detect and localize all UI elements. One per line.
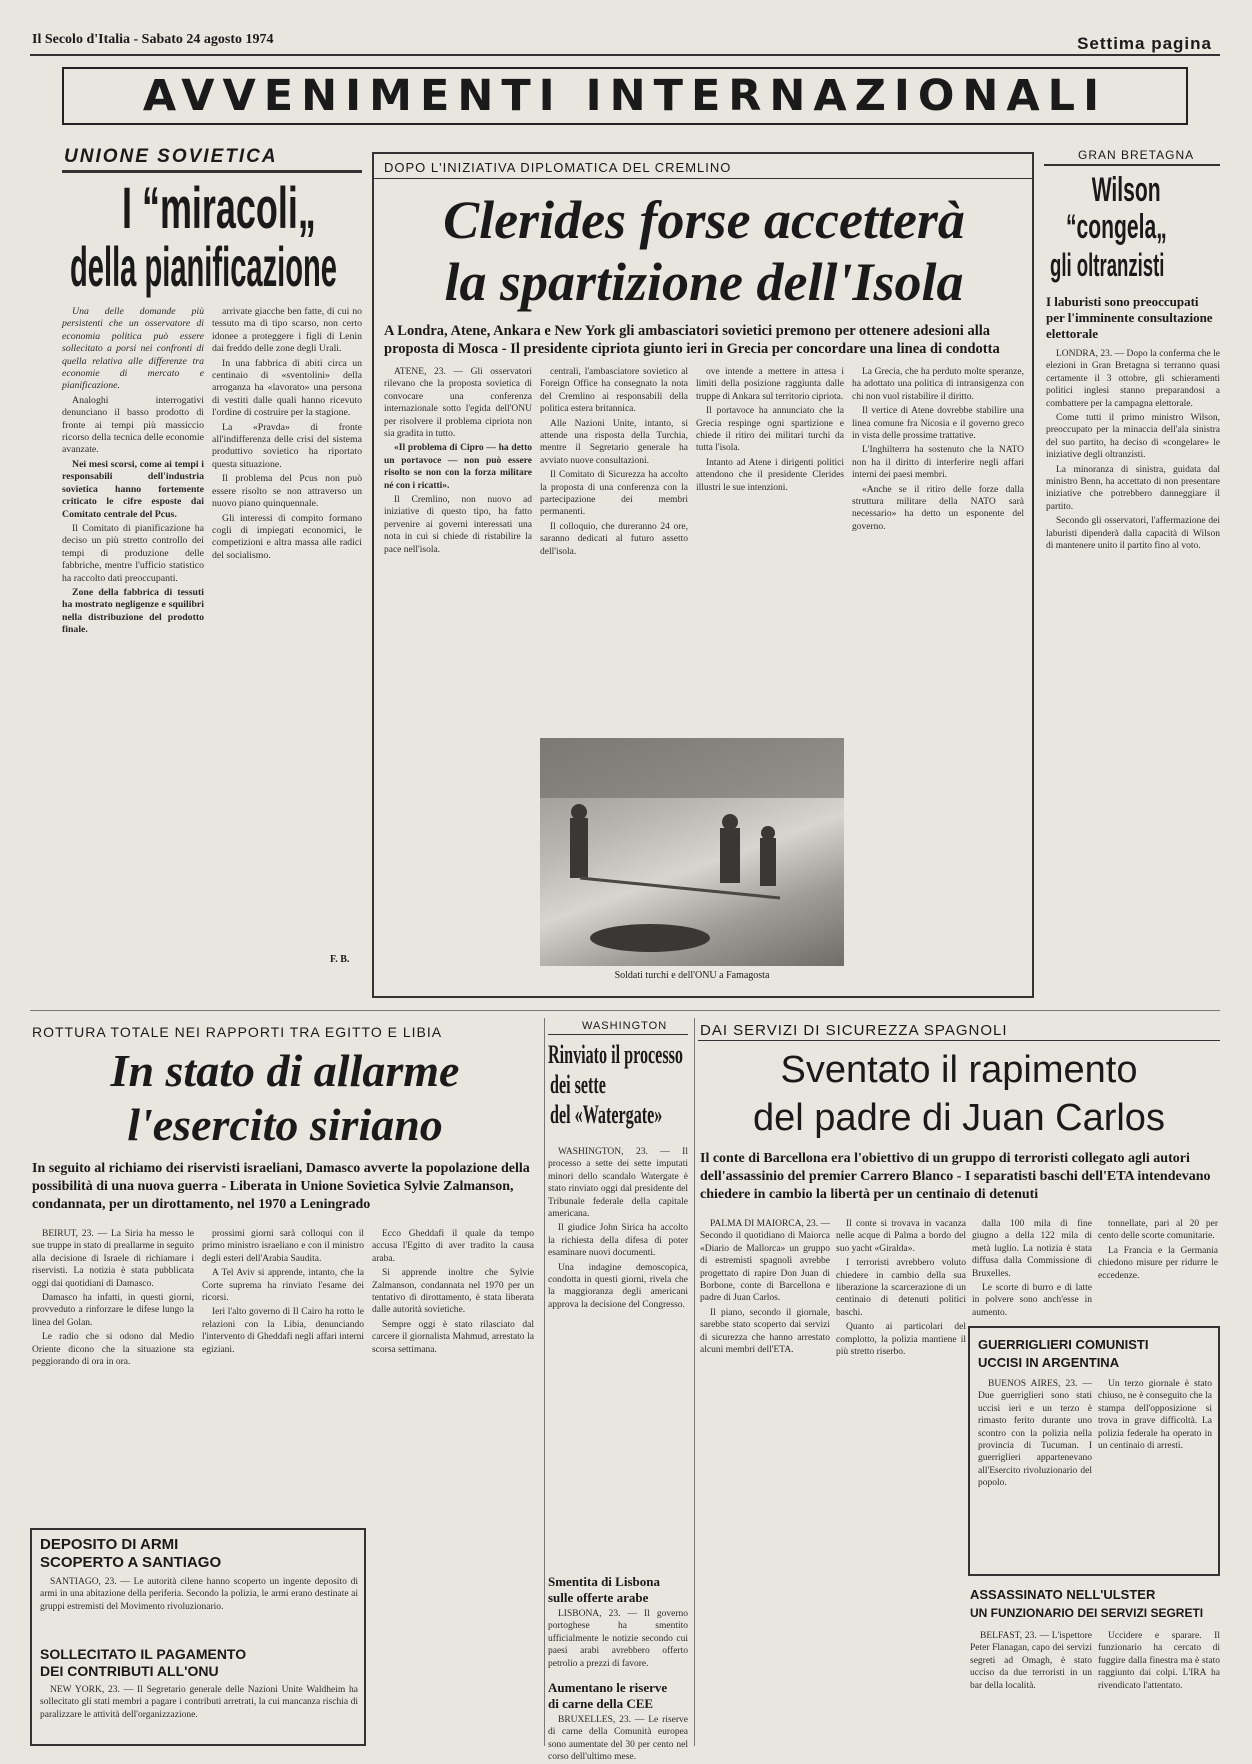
paragraph: Uccidere e sparare. Il funzionario ha cercato di fuggire dalla finestra ma è stato raggiunto dai colpi. L'IRA ha rivendicato l'attentato. (1098, 1631, 1220, 1691)
paragraph: Quanto ai particolari del complotto, la polizia mantiene il più stretto riserbo. (836, 1322, 966, 1358)
soviet-title-line1: I “miracoli„ (122, 176, 316, 241)
onu-title-line1: SOLLECITATO IL PAGAMENTO (40, 1646, 247, 1662)
cee-body (548, 1714, 688, 1763)
paragraph: centrali, l'ambasciatore sovietico al Foreign Office ha consegnato la nota del Cremlino ai responsabili della politica estera britannica. (540, 367, 688, 415)
soviet-rule (62, 170, 362, 173)
deposito-title-line1: DEPOSITO DI ARMI (40, 1536, 179, 1553)
lisbona-title (548, 1574, 688, 1606)
egypt-title-line1: In stato di allarme (110, 1045, 460, 1096)
egypt-subtitle: In seguito al richiamo dei riservisti israeliani, Damasco avverte la popolazione della possibilità di una nuova guerra - Liberata in Unione Sovietica Sylvie Zalmanson, condannata, per un dirottamento, nel 1970 a Leningrado (32, 1161, 530, 1212)
paragraph: ove intende a mettere in attesa i limiti della posizione raggiunta dalle truppe di Ankara sul territorio cipriota. (696, 367, 844, 402)
britain-headline (1044, 172, 1220, 292)
britain-title-line1: Wilson (1091, 171, 1161, 209)
cyprus-title-line2: la spartizione dell'Isola (444, 252, 964, 312)
banner-title: AVVENIMENTI INTERNAZIONALI (142, 71, 1108, 121)
paragraph: BEIRUT, 23. — La Siria ha messo le sue truppe in stato di preallarme in seguito alla decisione di Israele di richiamare i riservisti. La notizia è stata pubblicata oggi dai quotidiani di Damasco. (32, 1229, 194, 1289)
argentina-column-1 (978, 1378, 1092, 1568)
watergate-headline (548, 1040, 688, 1144)
paragraph: Una indagine demoscopica, condotta in questi giorni, rivela che la maggioranza degli americani approva la decisione del Congresso. (548, 1262, 688, 1310)
paragraph: BUENOS AIRES, 23. — Due guerriglieri sono stati uccisi ieri e un terzo è rimasto ferito durante uno scontro con la polizia nella provincia di Tucuman. I guerriglieri appartenevano all'Esercito rivoluzionario del popolo. (978, 1379, 1092, 1489)
paragraph: dalla 100 mila di fine giugno a della 122 mila di metà luglio. La notizia è stata diffusa dalla Commissione di Bruxelles. (972, 1219, 1092, 1279)
lisbona-title-line1: Smentita di Lisbona (548, 1574, 660, 1589)
paragraph: LISBONA, 23. — Il governo portoghese ha smentito ufficialmente le notizie secondo cui paesi arabi avrebbero offerto petrolio a prezzi di favore. (548, 1609, 688, 1669)
paragraph: L'Inghilterra ha sostenuto che la NATO non ha il diritto di interferire negli affari interni dei paesi membri. (852, 445, 1024, 481)
watergate-kicker: WASHINGTON (582, 1020, 668, 1032)
britain-title-line2: “congela„ (1066, 208, 1167, 246)
cyprus-subtitle: A Londra, Atene, Ankara e New York gli ambasciatori sovietici premono per ottenere adesioni alla proposta di Mosca - Il presidente cipriota giunto ieri in Grecia per concordare una linea di condotta (384, 323, 1000, 357)
watergate-body (548, 1146, 688, 1566)
paragraph: La Grecia, che ha perduto molte speranze, ha adottato una politica di intransigenza con chi non vuol ristabilire il diritto. (852, 367, 1024, 402)
paragraph: Le scorte di burro e di latte in polvere sono anch'esse in aumento. (972, 1283, 1092, 1318)
paragraph: SANTIAGO, 23. — Le autorità cilene hanno scoperto un ingente deposito di armi in una abitazione della periferia. Secondo la polizia, le armi erano destinate ai gruppi estremisti del Movimento rivoluzionario. (40, 1577, 358, 1612)
paragraph: tonnellate, pari al 20 per cento delle scorte comunitarie. (1098, 1219, 1218, 1242)
paragraph: Il Cremlino, non nuovo ad iniziative di questo tipo, ha fatto pervenire ai governi interessati una nota in cui si chiede di ristabilire la pace nell'isola. (384, 495, 532, 555)
spain-kicker: DAI SERVIZI DI SICUREZZA SPAGNOLI (700, 1022, 1008, 1039)
paragraph: BELFAST, 23. — L'ispettore Peter Flanagan, capo dei servizi segreti ad Omagh, è stato ucciso da due terroristi in un bar della località. (970, 1631, 1092, 1691)
paragraph: «Il problema di Cipro — ha detto un portavoce — non può essere risolto se non con la forza militare né con i ricatti». (384, 443, 532, 491)
soviet-column-1 (62, 306, 204, 988)
paragraph: A Tel Aviv si apprende, intanto, che la Corte suprema ha rinviato l'esame dei ricorsi. (202, 1268, 364, 1304)
paragraph: Il colloquio, che dureranno 24 ore, saranno dedicati al futuro assetto dell'isola. (540, 521, 688, 557)
cyprus-kicker-rule (374, 178, 1032, 179)
britain-rule (1044, 164, 1220, 166)
spain-title-line1: Sventato il rapimento (780, 1049, 1138, 1091)
paragraph: Le radio che si odono dal Medio Oriente dicono che la situazione sta peggiorando di ora in ora. (32, 1332, 194, 1368)
paragraph: arrivate giacche ben fatte, di cui no tessuto ma di tipo scarso, non certo idonee a proteggere i figli di Lenin dai freddo delle zone degli Urali. (212, 306, 362, 355)
britain-section-label: GRAN BRETAGNA (1078, 148, 1195, 162)
spain-rule (698, 1040, 1220, 1041)
cee-title-line2: di carne della CEE (548, 1696, 654, 1711)
paragraph: Una delle domande più persistenti che un osservatore di economia politica può essere sollecitato a porsi nei confronti di quella relativa alle differenze tra economie di mercato e pianificazione. (62, 306, 204, 392)
spain-title-line2: del padre di Juan Carlos (753, 1097, 1165, 1139)
watergate-rule (548, 1034, 688, 1035)
spain-column-3 (972, 1218, 1092, 1318)
ulster-column-2 (1098, 1630, 1220, 1746)
paragraph: ATENE, 23. — Gli osservatori rilevano che la proposta sovietica di convocare una conferenza internazionale sotto l'egida dell'ONU per risolvere il problema cipriota non sia gradita in tutto. (384, 367, 532, 440)
paragraph: Ecco Gheddafi il quale da tempo accusa l'Egitto di aver tradito la causa araba. (372, 1229, 534, 1264)
section-banner (62, 67, 1188, 125)
paragraph: Alle Nazioni Unite, intanto, si attende una risposta della Turchia, mentre il Segretario generale ha avviato nuove consultazioni. (540, 418, 688, 466)
deposito-title-line2: SCOPERTO A SANTIAGO (40, 1554, 222, 1571)
paragraph: I terroristi avrebbero voluto chiedere in cambio della sua liberazione la scarcerazione di un centinaio di detenuti politici baschi. (836, 1258, 966, 1318)
egypt-column-1 (32, 1228, 194, 1518)
cyprus-title-line1: Clerides forse accetterà (443, 190, 965, 250)
paragraph: Analoghi interrogativi denunciano il basso prodotto di fronte ai tempi più massiccio ricorso della tecnica delle economie avanzate. (62, 394, 204, 456)
paragraph: Sempre oggi è stato rilasciato dal carcere il giornalista Mahmud, arrestato la scorsa settimana. (372, 1319, 534, 1355)
ulster-title (970, 1586, 1220, 1622)
paragraph: BRUXELLES, 23. — Le riserve di carne della Comunità europea sono aumentate del 30 per cento nel corso dell'ultimo mese. (548, 1715, 688, 1763)
paragraph: Il giudice John Sirica ha accolto la richiesta della difesa di poter esaminare nuovi documenti. (548, 1223, 688, 1259)
paragraph: Ieri l'alto governo di Il Cairo ha rotto le relazioni con la Libia, denunciando l'intervento di Gheddafi negli affari interni egiziani. (202, 1307, 364, 1355)
egypt-kicker: ROTTURA TOTALE NEI RAPPORTI TRA EGITTO E LIBIA (32, 1024, 443, 1040)
paragraph: NEW YORK, 23. — Il Segretario generale delle Nazioni Unite Waldheim ha sollecitato gli stati membri a pagare i contributi arretrati, la cui mancanza rischia di paralizzare le attività dell'organizzazione. (40, 1685, 358, 1720)
paragraph: «Anche se il ritiro delle forze dalla struttura militare della NATO sarà necessario» ha detto un esponente del governo. (852, 484, 1024, 532)
paragraph: Zone della fabbrica di tessuti ha mostrato negligenze e squilibri nella distribuzione del prodotto finale. (62, 586, 204, 636)
spain-column-1 (700, 1218, 830, 1746)
paragraph: La minoranza di sinistra, guidata dal ministro Benn, ha accettato di non presentare iniziative che potrebbero danneggiare il partito. (1046, 464, 1220, 512)
paragraph: Damasco ha infatti, in questi giorni, provveduto a rinforzare le difese lungo la linea del Golan. (32, 1293, 194, 1328)
paragraph: Secondo gli osservatori, l'affermazione dei laburisti dipenderà dalla capacità di Wilson di mantenere unito il partito fino al voto. (1046, 516, 1220, 552)
deposito-body (40, 1576, 358, 1638)
cyprus-column-3 (696, 366, 844, 726)
argentina-title (978, 1336, 1214, 1372)
masthead-rule (30, 54, 1220, 56)
britain-body (1046, 348, 1220, 986)
soviet-column-2 (212, 306, 362, 946)
paragraph: Il piano, secondo il giornale, sarebbe stato scoperto dai servizi di sicurezza che hanno arrestato alcuni membri dell'ETA. (700, 1307, 830, 1356)
soldiers-illustration (540, 738, 844, 966)
masthead-date: Il Secolo d'Italia - Sabato 24 agosto 1974 (32, 32, 274, 47)
argentina-column-2 (1098, 1378, 1212, 1568)
soviet-signature: F. B. (330, 954, 350, 965)
spain-column-4 (1098, 1218, 1218, 1318)
paragraph: Gli interessi di compito formano cogli di impiegati economici, le competizioni e altra massa alle radici del socialismo. (212, 512, 362, 561)
argentina-title-line1: GUERRIGLIERI COMUNISTI (978, 1337, 1149, 1352)
cyprus-column-4 (852, 366, 1024, 986)
soviet-title-line2: della pianificazione (70, 235, 338, 298)
cyprus-photo-caption: Soldati turchi e dell'ONU a Famagosta (614, 970, 770, 981)
paragraph: PALMA DI MAIORCA, 23. — Secondo il quotidiano di Maiorca «Diario de Mallorca» un gruppo di estremisti spagnoli avrebbe progettato di rapire Don Juan di Borbone, conte di Barcellona e padre di Juan Carlos. (700, 1219, 830, 1304)
paragraph: La «Pravda» di fronte all'indifferenza delle crisi del sistema produttivo sovietico ha riportato questa situazione. (212, 421, 362, 470)
page-divider (30, 1010, 1220, 1011)
soviet-headline (62, 176, 362, 300)
paragraph: Il portavoce ha annunciato che la Grecia respinge ogni spartizione e chiede il ritiro dei militari turchi da tutta l'isola. (696, 406, 844, 454)
paragraph: Si apprende inoltre che Sylvie Zalmanson, condannata nel 1970 per un tentativo di dirottamento, è stata liberata dalle autorità sovietiche. (372, 1268, 534, 1316)
argentina-title-line2: UCCISI IN ARGENTINA (978, 1355, 1120, 1370)
onu-body (40, 1684, 358, 1740)
britain-title-line3: gli oltranzisti (1050, 247, 1165, 283)
egypt-title-line2: l'esercito siriano (127, 1099, 443, 1150)
watergate-title-line2: dei sette (550, 1070, 606, 1099)
paragraph: Come tutti il primo ministro Wilson, preoccupato per la minaccia dell'ala sinistra del suo partito, ha deciso di «congelare» le iniziative degli oltranzisti. (1046, 413, 1220, 461)
paragraph: prossimi giorni sarà colloqui con il primo ministro israeliano e con il ministro degli esteri dell'Arabia Saudita. (202, 1229, 364, 1264)
cyprus-photo (540, 738, 844, 966)
paragraph: Un terzo giornale è stato chiuso, ne è conseguito che la stampa dell'opposizione si trova in grave difficoltà. La polizia federale ha operato in un centinaio di arresti. (1098, 1379, 1212, 1452)
soviet-section-label: UNIONE SOVIETICA (64, 146, 278, 167)
deposito-title (40, 1536, 360, 1572)
paragraph: WASHINGTON, 23. — Il processo a sette dei sette imputati minori dello scandalo Watergate è stato rinviato oggi dal presidente del Tribunale federale della capitale americana. (548, 1147, 688, 1220)
paragraph: Il Comitato di Sicurezza ha accolto la proposta di una conferenza con la partecipazione dei membri permanenti. (540, 470, 688, 518)
paragraph: Il problema del Pcus non può essere risolto se non attraverso un nuovo piano quinquennale. (212, 473, 362, 510)
paragraph: In una fabbrica di abiti circa un centinaio di «sventolini» della arroganza ha «lavorato» una persona di vestiti dalle quali hanno ricevuto l'ordine di costruire per la stagione. (212, 357, 362, 419)
paragraph: Il conte si trovava in vacanza nelle acque di Palma a bordo del suo yacht «Giralda». (836, 1219, 966, 1254)
egypt-column-3 (372, 1228, 534, 1728)
lisbona-title-line2: sulle offerte arabe (548, 1590, 649, 1605)
paragraph: Intanto ad Atene i dirigenti politici attendono che il presidente Clerides illustri le sue intenzioni. (696, 457, 844, 493)
ulster-column-1 (970, 1630, 1092, 1746)
cyprus-column-2 (540, 366, 688, 726)
paragraph: LONDRA, 23. — Dopo la conferma che le elezioni in Gran Bretagna si terranno quasi certamente il 3 ottobre, gli schieramenti politici inglesi stanno preparandosi a combattere per la campagna elettorale. (1046, 349, 1220, 409)
cyprus-kicker: DOPO L'INIZIATIVA DIPLOMATICA DEL CREMLINO (384, 160, 732, 175)
column-divider (694, 1018, 695, 1746)
spain-column-2 (836, 1218, 966, 1746)
ulster-title-line1: ASSASSINATO NELL'ULSTER (970, 1587, 1156, 1602)
watergate-title-line3: del «Watergate» (550, 1100, 663, 1129)
paragraph: Il vertice di Atene dovrebbe stabilire una linea comune fra Nicosia e il governo greco in vista delle prossime trattative. (852, 406, 1024, 442)
paragraph: Nei mesi scorsi, come ai tempi i responsabili dell'industria sovietica hanno fortemente criticato le cifre esposte dai Comitato centrale del Pcus. (62, 458, 204, 520)
cee-title-line1: Aumentano le riserve (548, 1680, 668, 1695)
onu-title (40, 1646, 360, 1680)
column-divider (544, 1018, 545, 1746)
spain-subtitle: Il conte di Barcellona era l'obiettivo di un gruppo di terroristi collegato agli autori dell'assassinio del premier Carrero Blanco - I separatisti baschi dell'ETA intendevano chiedere in cambio la libertà per un centinaio di detenuti (700, 1151, 1211, 1202)
lisbona-body (548, 1608, 688, 1672)
cee-title (548, 1680, 688, 1712)
cyprus-column-1 (384, 366, 532, 986)
paragraph: La Francia e la Germania chiedono misure per ridurre le eccedenze. (1098, 1245, 1218, 1281)
britain-subtitle: I laburisti sono preoccupati per l'imminente consultazione elettorale (1046, 294, 1213, 341)
page-number: Settima pagina (1077, 34, 1212, 53)
paragraph: Il Comitato di pianificazione ha deciso un più stretto controllo dei tempi di produzione delle fabbriche, mentre l'ufficio statistico ha raccolto dati preoccupanti. (62, 522, 204, 584)
ulster-title-line2: UN FUNZIONARIO DEI SERVIZI SEGRETI (970, 1606, 1204, 1620)
onu-title-line2: DEI CONTRIBUTI ALL'ONU (40, 1663, 219, 1679)
watergate-title-line1: Rinviato il processo (548, 1040, 683, 1069)
